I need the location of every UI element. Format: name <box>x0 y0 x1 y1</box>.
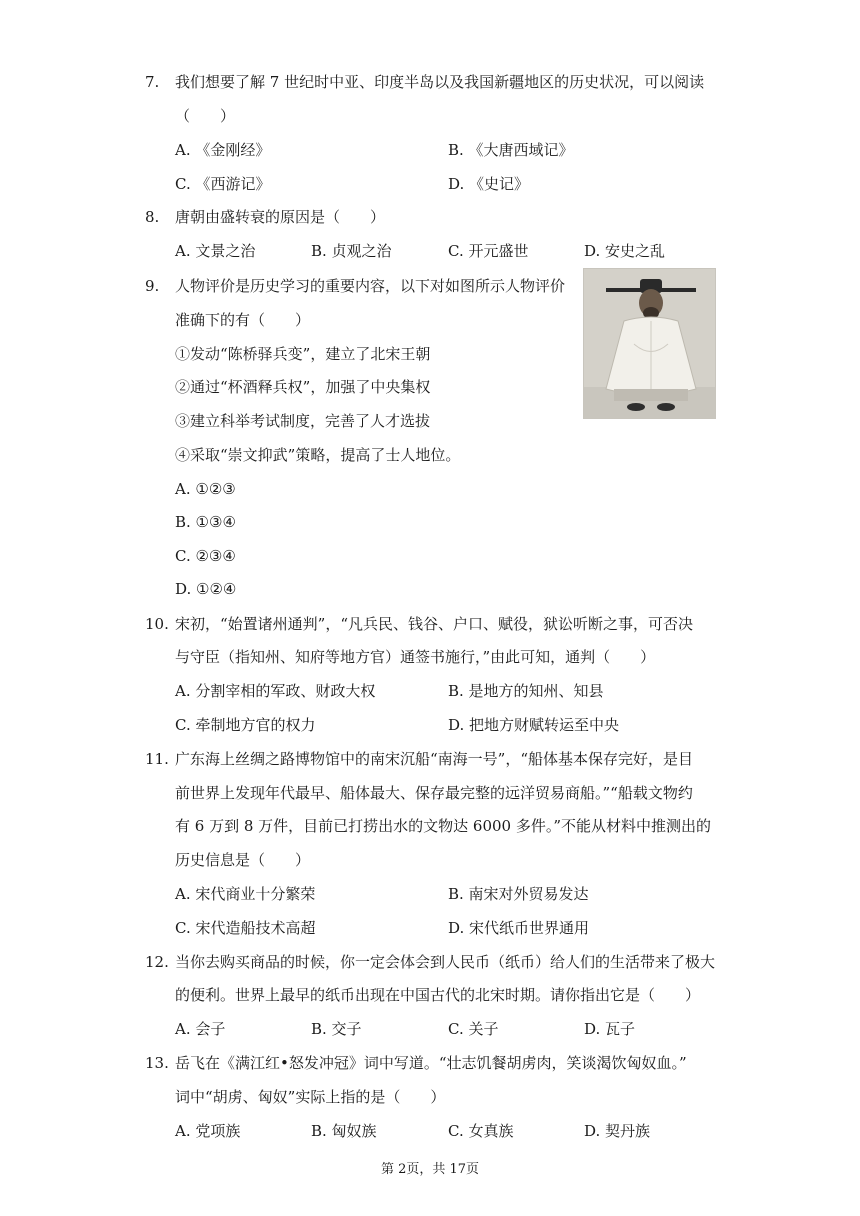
page-footer: 第 2页，共 17页 <box>380 1162 480 1177</box>
question-number: 8. <box>145 208 160 226</box>
question-text: 岳飞在《满江红•怒发冲冠》词中写道。“壮志饥餐胡虏肉，笑谈渴饮匈奴血。” <box>175 1054 687 1072</box>
option-d: D. 契丹族 <box>584 1122 651 1140</box>
question-text: 广东海上丝绸之路博物馆中的南宋沉船“南海一号”，“船体基本保存完好，是目 <box>175 750 694 768</box>
question-text: 我们想要了解 7 世纪时中亚、印度半岛以及我国新疆地区的历史状况，可以阅读 <box>175 73 705 91</box>
question-number: 12. <box>145 953 169 971</box>
option-c: C. 女真族 <box>448 1122 514 1140</box>
question-text: 与守臣（指知州、知府等地方官）通签书施行，”由此可知，通判（ ） <box>175 648 656 666</box>
option-a: A. 宋代商业十分繁荣 <box>175 885 316 903</box>
statement-item: ④采取“崇文抑武”策略，提高了士人地位。 <box>175 446 461 464</box>
option-d: D. 把地方财赋转运至中央 <box>448 716 620 734</box>
question-text: 唐朝由盛转衰的原因是（ ） <box>175 208 386 226</box>
option-b: B. 南宋对外贸易发达 <box>448 885 589 903</box>
question-number: 10. <box>145 615 169 633</box>
option-a: A. 《金刚经》 <box>175 141 271 159</box>
question-text: 有 6 万到 8 万件，目前已打捞出水的文物达 6000 多件。”不能从材料中推测出的 <box>175 817 712 835</box>
option-a: A. 分割宰相的军政、财政大权 <box>175 682 376 700</box>
option-d: D. ①②④ <box>175 580 237 598</box>
question-text: 历史信息是（ ） <box>175 851 311 869</box>
option-b: B. 是地方的知州、知县 <box>448 682 604 700</box>
option-c: C. 开元盛世 <box>448 242 529 260</box>
question-number: 13. <box>145 1054 169 1072</box>
option-d: D. 安史之乱 <box>584 242 666 260</box>
emperor-portrait-image <box>583 268 716 419</box>
question-text: 当你去购买商品的时候，你一定会体会到人民币（纸币）给人们的生活带来了极大 <box>175 953 716 971</box>
option-b: B. 《大唐西域记》 <box>448 141 574 159</box>
option-b: B. 匈奴族 <box>311 1122 377 1140</box>
question-number: 9. <box>145 277 160 295</box>
option-a: A. 文景之治 <box>175 242 256 260</box>
option-c: C. 牵制地方官的权力 <box>175 716 316 734</box>
statement-item: ①发动“陈桥驿兵变”，建立了北宋王朝 <box>175 345 431 363</box>
question-text: 宋初，“始置诸州通判”，“凡兵民、钱谷、户口、赋役，狱讼听断之事，可否决 <box>175 615 694 633</box>
option-d: D. 瓦子 <box>584 1020 636 1038</box>
option-d: D. 宋代纸币世界通用 <box>448 919 590 937</box>
statement-item: ③建立科举考试制度，完善了人才选拔 <box>175 412 431 430</box>
option-b: B. 贞观之治 <box>311 242 392 260</box>
question-text: 词中“胡虏、匈奴”实际上指的是（ ） <box>175 1088 446 1106</box>
option-c: C. 《西游记》 <box>175 175 271 193</box>
question-text: 准确下的有（ ） <box>175 311 311 329</box>
statement-item: ②通过“杯酒释兵权”，加强了中央集权 <box>175 378 431 396</box>
option-c: C. 关子 <box>448 1020 499 1038</box>
option-d: D. 《史记》 <box>448 175 530 193</box>
option-b: B. 交子 <box>311 1020 362 1038</box>
question-number: 11. <box>145 750 169 768</box>
question-text: 的便利。世界上最早的纸币出现在中国古代的北宋时期。请你指出它是（ ） <box>175 986 701 1004</box>
question-number: 7. <box>145 73 160 91</box>
option-b: B. ①③④ <box>175 513 236 531</box>
option-a: A. 党项族 <box>175 1122 241 1140</box>
option-a: A. ①②③ <box>175 480 236 498</box>
question-text: 前世界上发现年代最早、船体最大、保存最完整的远洋贸易商船。”“船载文物约 <box>175 784 693 802</box>
option-c: C. 宋代造船技术高超 <box>175 919 316 937</box>
option-a: A. 会子 <box>175 1020 226 1038</box>
option-c: C. ②③④ <box>175 547 236 565</box>
question-text: 人物评价是历史学习的重要内容，以下对如图所示人物评价 <box>175 277 566 295</box>
question-text: （ ） <box>175 107 236 125</box>
